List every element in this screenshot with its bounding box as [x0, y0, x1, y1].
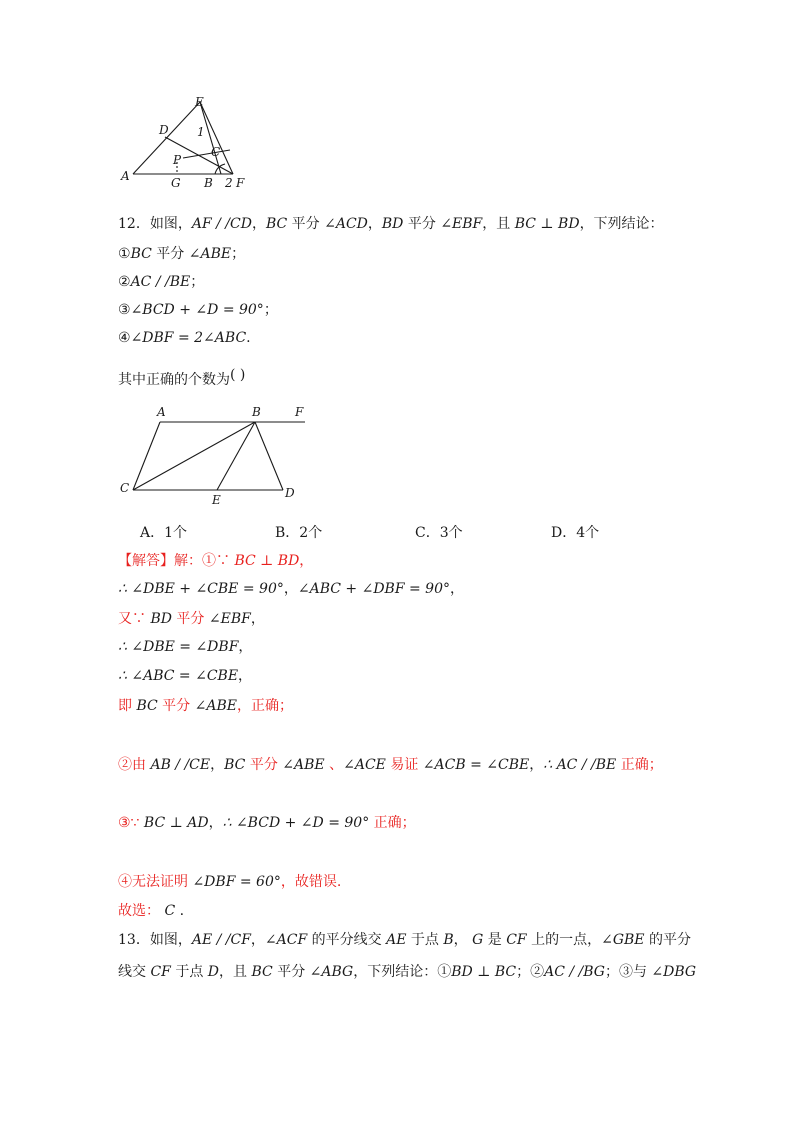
q12-conclusion-3: ③∠BCD + ∠D = 90°；	[118, 302, 278, 318]
label-B: B	[204, 176, 213, 190]
option-c[interactable]: C．3个	[415, 525, 463, 541]
line-AC	[133, 422, 160, 490]
line-BC	[133, 422, 255, 490]
answer-line-7: ②由 AB / /CE，BC 平分 ∠ABE 、∠ACE 易证 ∠ACB = ∠CBE，∴ AC / /BE 正确；	[118, 757, 663, 773]
label-1: 1	[197, 125, 205, 139]
answer-tag: 【解答】	[118, 553, 174, 569]
label-C: C	[120, 481, 130, 495]
figure-2-parallel-lines	[115, 400, 315, 510]
answer-line-8: ③∵ BC ⊥ AD，∴ ∠BCD + ∠D = 90° 正确；	[118, 815, 416, 831]
label-P: P	[173, 153, 182, 167]
q12-conclusion-2: ②AC / /BE；	[118, 274, 205, 290]
line-EF	[200, 102, 233, 174]
label-G: G	[171, 176, 181, 190]
label-D: D	[285, 486, 295, 500]
label-B: B	[252, 405, 261, 419]
answer-line-10: 故选： C .	[118, 903, 185, 919]
label-C: C	[211, 145, 221, 159]
q13-line-1: 13．如图，AE / /CF，∠ACF 的平分线交 AE 于点 B， G 是 CF 上的一点，∠GBE 的平分	[118, 932, 691, 948]
line-BD	[255, 422, 283, 490]
label-D: D	[159, 123, 169, 137]
label-F: F	[295, 405, 304, 419]
label-E: E	[212, 493, 221, 507]
q12-stem: 12．如图，AF / /CD，BC 平分 ∠ACD，BD 平分 ∠EBF，且 BC ⊥ BD，下列结论：	[118, 216, 664, 232]
answer-line-6: 即 BC 平分 ∠ABE，正确；	[118, 698, 293, 714]
answer-line-2: ∴ ∠DBE + ∠CBE = 90°，∠ABC + ∠DBF = 90°，	[118, 581, 464, 597]
label-A: A	[121, 169, 130, 183]
q12-conclusion-1: ①BC 平分 ∠ABE；	[118, 246, 246, 262]
option-a[interactable]: A．1个	[140, 525, 188, 541]
answer-line-3: 又∵ BD 平分 ∠EBF，	[118, 611, 265, 627]
label-F: F	[236, 176, 245, 190]
label-E: E	[195, 95, 204, 109]
answer-line-1: 【解答】解：①∵ BC ⊥ BD，	[118, 553, 314, 569]
figure-1-triangle	[115, 92, 255, 192]
option-b[interactable]: B．2个	[275, 525, 323, 541]
q12-question: 其中正确的个数为( )	[118, 367, 246, 388]
answer-line-4: ∴ ∠DBE = ∠DBF，	[118, 639, 253, 655]
answer-line-5: ∴ ∠ABC = ∠CBE，	[118, 668, 253, 684]
answer-line-9: ④无法证明 ∠DBF = 60°，故错误.	[118, 874, 342, 890]
q12-conclusion-4: ④∠DBF = 2∠ABC.	[118, 330, 251, 346]
label-A: A	[157, 405, 166, 419]
q13-line-2: 线交 CF 于点 D，且 BC 平分 ∠ABG，下列结论：①BD ⊥ BC；②AC / /BG；③与 ∠DBG	[118, 964, 697, 980]
option-d[interactable]: D．4个	[551, 525, 600, 541]
label-2: 2	[225, 176, 233, 190]
